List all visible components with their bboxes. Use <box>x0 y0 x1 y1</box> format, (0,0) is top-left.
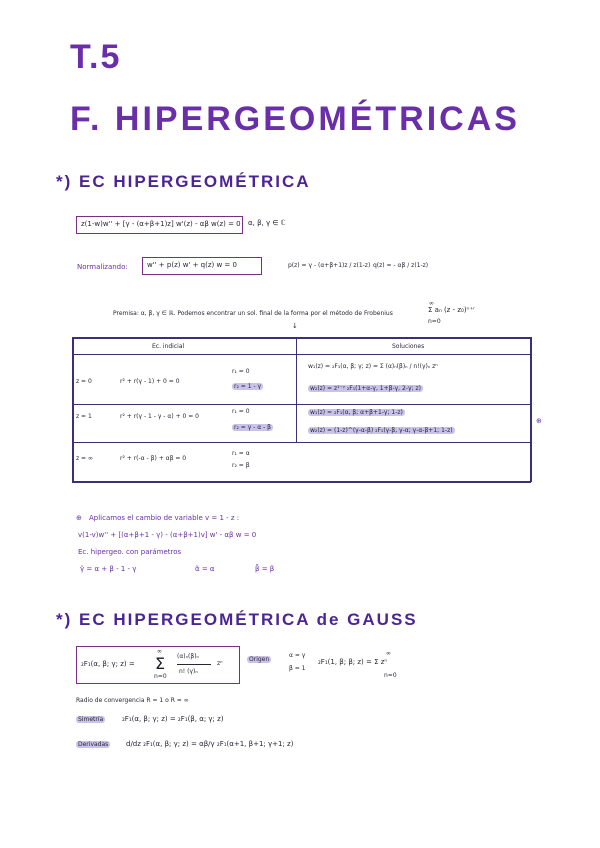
section2-heading: *) EC HIPERGEOMÉTRICA de GAUSS <box>56 610 418 629</box>
table-row-solution2: w₂(z) = z¹⁻ᵞ ₂F₁(1+α-γ, 1+β-γ, 2-γ; z) <box>310 385 421 392</box>
gauss-sum-symbol: Σ <box>155 654 166 673</box>
simetria-label: Simetría <box>78 716 104 723</box>
table-header-soluciones: Soluciones <box>392 343 425 350</box>
note-line1: Aplicamos el cambio de variable v = 1 - z : <box>89 514 240 522</box>
series-upper-limit: ∞ <box>429 300 434 307</box>
table-row-point: z = ∞ <box>76 455 93 462</box>
table-row-solution1: w₁(z) = ₂F₁(α, β; γ; z) = Σ (α)ₙ(β)ₙ / n!(γ)ₙ zⁿ <box>308 363 438 370</box>
section1-heading: *) EC HIPERGEOMÉTRICA <box>56 172 311 191</box>
origen-sum-upper: ∞ <box>386 650 391 657</box>
origen-equation: ₂F₁(1, β; β; z) = Σ zⁿ <box>318 658 388 666</box>
p-definition: p(z) = γ - (α+β+1)z / z(1-z) <box>288 262 371 269</box>
series-form <box>428 300 498 330</box>
table-row-solution2: w₂(z) = (1-z)^(γ-α-β) ₂F₁(γ-β, γ-α; γ-α-β+1; 1-z) <box>310 427 453 434</box>
frobenius-premise: Premisa: α, β, γ ∈ ℝ. Podemos encontrar un sol. final de la forma por el método de Frobenius <box>113 310 393 317</box>
gauss-numerator: (α)ₙ(β)ₙ <box>177 653 199 660</box>
derivadas-label: Derivadas <box>78 741 109 748</box>
gauss-sum-upper: ∞ <box>157 648 162 655</box>
origen-sum-lower: n=0 <box>384 672 397 679</box>
table-row-root1: r₁ = 0 <box>232 408 250 415</box>
hypergeometric-equation-box <box>76 216 243 234</box>
note-alpha-tilde: α̃ = α <box>195 565 215 573</box>
note-line3: Ec. hipergeo. con parámetros <box>78 548 182 556</box>
origen-label: Origen <box>249 656 270 663</box>
page-title: F. HIPERGEOMÉTRICAS <box>70 100 520 138</box>
series-lower-limit: n=0 <box>428 318 441 325</box>
table-row-root1: r₁ = 0 <box>232 368 250 375</box>
gauss-lhs: ₂F₁(α, β; γ; z) = <box>81 660 135 668</box>
derivadas-equation: d/dz ₂F₁(α, β; γ; z) = αβ/γ ₂F₁(α+1, β+1; γ+1; z) <box>126 740 294 748</box>
table-header-indicial: Ec. indicial <box>152 343 185 350</box>
down-arrow-icon: ↓ <box>292 322 298 330</box>
gauss-definition-box <box>76 646 240 684</box>
note-marker-icon: ⊕ <box>76 514 82 522</box>
note-line2: v(1-v)w'' + [(α+β+1 - γ) - (α+β+1)v] w' - αβ w = 0 <box>78 531 257 539</box>
simetria-equation: ₂F₁(α, β; γ; z) = ₂F₁(β, α; γ; z) <box>122 715 224 723</box>
origen-condition-1: α = γ <box>289 652 306 659</box>
gauss-z-power: zⁿ <box>217 660 223 667</box>
table-row-root2: r₂ = γ - α - β <box>234 424 272 431</box>
table-row-point: z = 1 <box>76 413 92 420</box>
indicial-table <box>72 337 531 482</box>
table-row-root2: r₂ = β <box>232 462 250 469</box>
series-expression: Σ aₙ (z - z₀)ⁿ⁺ʳ <box>428 306 475 314</box>
gauss-sum-lower: n=0 <box>154 673 167 680</box>
normalizando-label: Normalizando: <box>77 263 128 271</box>
note-gamma-tilde: γ̃ = α + β - 1 - γ <box>80 565 137 573</box>
note-beta-tilde: β̃ = β <box>255 565 275 573</box>
hypergeometric-equation: z(1-w)w'' + [γ - (α+β+1)z] w'(z) - αβ w(z) = 0 <box>81 220 241 228</box>
table-row-point: z = 0 <box>76 378 92 385</box>
table-row-root1: r₁ = α <box>232 450 250 457</box>
table-row-root2: r₂ = 1 - γ <box>234 383 262 390</box>
table-row-indicial: r² + r(-α - β) + αβ = 0 <box>120 455 187 462</box>
table-row-solution1: w₁(z) = ₂F₁(α, β; α+β+1-γ; 1-z) <box>310 409 403 416</box>
table-marker-icon: ⊕ <box>536 417 542 425</box>
parameter-note: α, β, γ ∈ ℂ <box>248 219 286 227</box>
radio-convergencia: Radio de convergencia R = 1 o R = ∞ <box>76 697 189 704</box>
normalized-equation: w'' + p(z) w' + q(z) w = 0 <box>147 261 237 269</box>
normalized-equation-box <box>142 257 262 275</box>
origen-condition-2: β = 1 <box>289 665 306 672</box>
chapter-title: T.5 <box>70 38 122 76</box>
q-definition: q(z) = - αβ / z(1-z) <box>373 262 429 269</box>
gauss-denominator: n! (γ)ₙ <box>179 668 198 675</box>
table-row-indicial: r² + r(γ - 1 - γ - α) + 0 = 0 <box>120 413 199 420</box>
table-row-indicial: r² + r(γ - 1) + 0 = 0 <box>120 378 180 385</box>
